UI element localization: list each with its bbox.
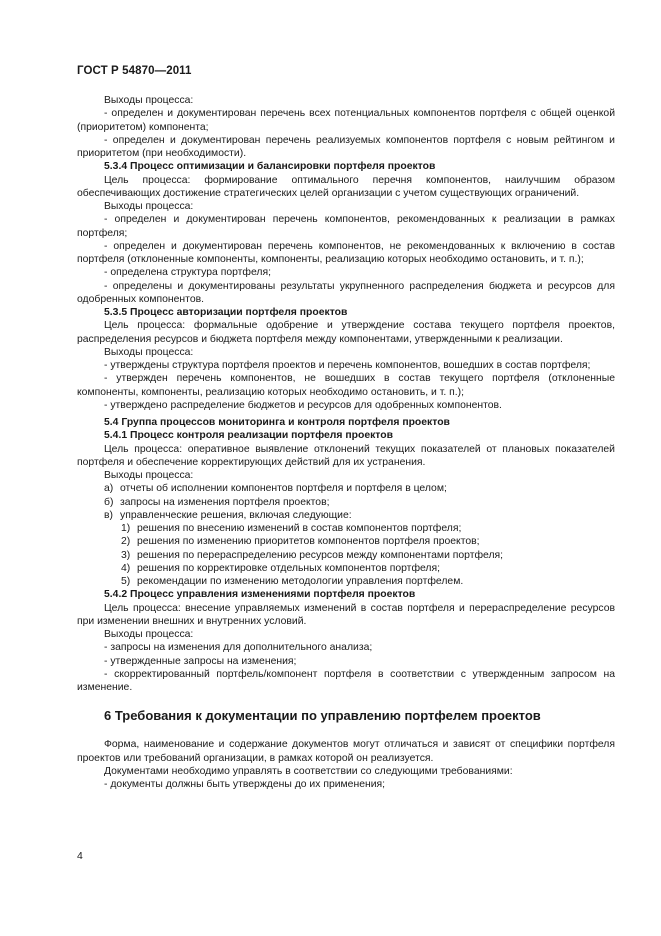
section-heading-6: 6 Требования к документации по управлению портфелем проектов	[104, 708, 541, 724]
paragraph: Цель процесса: оперативное выявление отклонений текущих показателей от плановых показателей портфеля и обеспечение корректирующих действий для их устранения.	[77, 443, 615, 468]
document-header: ГОСТ Р 54870—2011	[77, 65, 192, 77]
paragraph: - утвержденные запросы на изменения;	[104, 655, 297, 667]
list-item: 4) решения по корректировке отдельных компонентов портфеля;	[121, 562, 441, 574]
paragraph: - запросы на изменения для дополнительного анализа;	[104, 642, 373, 654]
paragraph: Выходы процесса:	[104, 346, 194, 358]
paragraph: - определен и документирован перечень реализуемых компонентов портфеля с новым рейтингом и приоритетом (при необходимости).	[77, 134, 615, 159]
paragraph: - определен и документирован перечень всех потенциальных компонентов портфеля с общей оценкой (приоритетом) компонента;	[77, 108, 615, 133]
subsection-heading-5-3-4: 5.3.4 Процесс оптимизации и балансировки портфеля проектов	[104, 161, 436, 173]
paragraph: - определены и документированы результаты укрупненного распределения бюджета и ресурсов для одобренных компонентов.	[77, 280, 615, 305]
list-item: 5) рекомендации по изменению методологии управления портфелем.	[121, 576, 464, 587]
paragraph: - определен и документирован перечень компонентов, не рекомендованных к включению в состав портфеля (отклоненные компоненты, компоненты, реализацию которых необходимо остановить, и т. п.);	[77, 240, 615, 265]
page-number: 4	[77, 851, 83, 862]
paragraph: - утверждено распределение бюджетов и ресурсов для одобренных компонентов.	[104, 399, 502, 411]
paragraph: Форма, наименование и содержание документов могут отличаться и зависят от специфики портфеля проектов или требований организации, в рамках которой он реализуется.	[77, 739, 615, 764]
paragraph: - определена структура портфеля;	[104, 267, 271, 279]
list-item: б) запросы на изменения портфеля проектов;	[104, 496, 330, 508]
list-item: а) отчеты об исполнении компонентов портфеля и портфеля в целом;	[104, 483, 447, 495]
subsection-heading-5-4-2: 5.4.2 Процесс управления изменениями портфеля проектов	[104, 589, 416, 601]
paragraph: Цель процесса: формирование оптимального перечня компонентов, наилучшим образом обеспечивающих достижение стратегических целей организации с учетом существующих ограничений.	[77, 174, 615, 199]
paragraph: - определен и документирован перечень компонентов, рекомендованных к реализации в рамках портфеля;	[77, 214, 615, 239]
list-item: 1) решения по внесению изменений в состав компонентов портфеля;	[121, 523, 462, 534]
paragraph: Выходы процесса:	[104, 470, 194, 481]
paragraph: Цель процесса: формальные одобрение и утверждение состава текущего портфеля проектов, распределения ресурсов и бюджета портфеля между компонентами, утвержденными к реализации.	[77, 320, 615, 345]
paragraph: Выходы процесса:	[104, 95, 194, 106]
paragraph: - утвержден перечень компонентов, не вошедших в состав текущего портфеля (отклоненные компоненты, компоненты, реализацию которых необходимо остановить, и т. п.);	[77, 373, 615, 398]
paragraph: Выходы процесса:	[104, 201, 194, 212]
paragraph: - документы должны быть утверждены до их применения;	[104, 779, 386, 790]
subsection-heading-5-4-1: 5.4.1 Процесс контроля реализации портфеля проектов	[104, 430, 393, 442]
paragraph: Цель процесса: внесение управляемых изменений в состав портфеля и перераспределение ресурсов при изменении внешних и внутренних условий.	[77, 602, 615, 627]
list-item: 2) решения по изменению приоритетов компонентов портфеля проектов;	[121, 536, 480, 548]
paragraph: Выходы процесса:	[104, 629, 194, 640]
paragraph: - утверждены структура портфеля проектов и перечень компонентов, вошедших в состав портфеля;	[104, 360, 591, 371]
subsection-heading-5-4: 5.4 Группа процессов мониторинга и контроля портфеля проектов	[104, 417, 450, 428]
list-item: 3) решения по перераспределению ресурсов между компонентами портфеля;	[121, 549, 504, 561]
document-body	[77, 94, 615, 791]
paragraph: - скорректированный портфель/компонент портфеля в соответствии с утвержденным запросом на изменение.	[77, 668, 615, 693]
subsection-heading-5-3-5: 5.3.5 Процесс авторизации портфеля проектов	[104, 307, 348, 318]
list-item: в) управленческие решения, включая следующие:	[104, 509, 352, 521]
paragraph: Документами необходимо управлять в соответствии со следующими требованиями:	[104, 765, 513, 777]
